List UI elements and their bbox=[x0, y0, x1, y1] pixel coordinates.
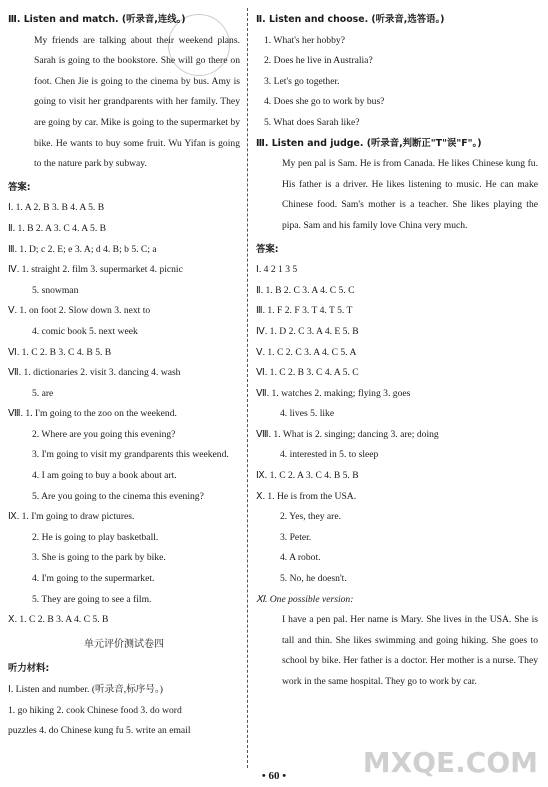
answers-heading: 答案: bbox=[256, 243, 279, 255]
answer-9: Ⅸ. 1. C 2. A 3. C 4. B 5. B bbox=[256, 470, 359, 482]
answer-8-line: 3. I'm going to visit my grandparents this weekend. bbox=[32, 449, 229, 461]
listen-choose-item: 3. Let's go together. bbox=[264, 75, 340, 87]
left-column bbox=[8, 10, 240, 742]
answer-10-line: 3. Peter. bbox=[280, 531, 312, 543]
answer-9-line: 5. They are going to see a film. bbox=[32, 593, 152, 605]
answer-9-line: 3. She is going to the park by bike. bbox=[32, 552, 166, 564]
listen-judge-title: Ⅲ. Listen and judge. (听录音,判断正"T"误"F"。) bbox=[256, 137, 482, 149]
answer-1: Ⅰ. 4 2 1 3 5 bbox=[256, 264, 298, 276]
unit-test-title: 单元评价测试卷四 bbox=[84, 638, 164, 650]
listen-choose-item: 5. What does Sarah like? bbox=[264, 116, 360, 128]
answer-6: Ⅵ. 1. C 2. B 3. C 4. A 5. C bbox=[256, 367, 359, 379]
listening-1-line: 1. go hiking 2. cook Chinese food 3. do word bbox=[8, 704, 182, 716]
answer-7-cont: 4. lives 5. like bbox=[280, 408, 335, 420]
listening-material-heading: 听力材料: bbox=[8, 663, 50, 675]
answer-5: Ⅴ. 1. C 2. C 3. A 4. C 5. A bbox=[256, 346, 357, 358]
answer-9-line: 4. I'm going to the supermarket. bbox=[32, 573, 155, 585]
answer-8-line: 2. Where are you going this evening? bbox=[32, 428, 176, 440]
listen-choose-item: 2. Does he live in Australia? bbox=[264, 55, 373, 67]
answer-8-cont: 4. interested in 5. to sleep bbox=[280, 449, 379, 461]
section-3-title: Ⅲ. Listen and match. (听录音,连线。) bbox=[8, 14, 186, 25]
answer-1: Ⅰ. 1. A 2. B 3. B 4. A 5. B bbox=[8, 202, 105, 214]
answer-7: Ⅶ. 1. dictionaries 2. visit 3. dancing 4. wash bbox=[8, 367, 181, 379]
answer-10-line: 4. A robot. bbox=[280, 552, 321, 564]
answer-8: Ⅷ. 1. What is 2. singing; dancing 3. are; doing bbox=[256, 428, 439, 440]
listen-choose-title: Ⅱ. Listen and choose. (听录音,选答语。) bbox=[256, 14, 445, 25]
answer-10-line: 2. Yes, they are. bbox=[280, 511, 342, 523]
answer-4-cont: 5. snowman bbox=[32, 284, 79, 296]
answer-8-line: 4. I am going to buy a book about art. bbox=[32, 470, 177, 482]
answer-3: Ⅲ. 1. D; c 2. E; e 3. A; d 4. B; b 5. C; a bbox=[8, 243, 157, 255]
page-number: • 60 • bbox=[261, 770, 287, 782]
answer-2: Ⅱ. 1. B 2. A 3. C 4. A 5. B bbox=[8, 222, 107, 234]
listening-1-line: puzzles 4. do Chinese kung fu 5. write an email bbox=[8, 725, 191, 737]
answer-2: Ⅱ. 1. B 2. C 3. A 4. C 5. C bbox=[256, 284, 355, 296]
answers-heading: 答案: bbox=[8, 181, 31, 193]
answer-8-line: 5. Are you going to the cinema this evening? bbox=[32, 490, 204, 502]
right-column bbox=[256, 10, 538, 693]
answer-11-passage: I have a pen pal. Her name is Mary. She lives in the USA. She is tall and thin. She likes swimming and going hiking. She goes to school by bike. Her father is a doctor. Her mother is a nurse. They work in the same hospital. They go to work by car. bbox=[282, 614, 538, 687]
answer-10-line: 5. No, he doesn't. bbox=[280, 573, 347, 585]
section-3-passage: My friends are talking about their weekend plans. Sarah is going to the bookstore. She will go there on foot. Chen Jie is going to the cinema by bus. Amy is going to visit her grandparents with her family. They are going by car. Mike is going to the supermarket by bike. He wants to buy some fruit. Wu Yifan is going to the nature park by subway. bbox=[34, 34, 240, 170]
column-divider bbox=[247, 8, 248, 768]
answer-7-cont: 5. are bbox=[32, 387, 54, 399]
answer-10: Ⅹ. 1. C 2. B 3. A 4. C 5. B bbox=[8, 614, 109, 626]
answer-4: Ⅳ. 1. straight 2. film 3. supermarket 4. picnic bbox=[8, 264, 183, 276]
answer-6: Ⅵ. 1. C 2. B 3. C 4. B 5. B bbox=[8, 346, 112, 358]
answer-11-title: Ⅺ. One possible version: bbox=[256, 593, 354, 605]
answer-9-line: Ⅸ. 1. I'm going to draw pictures. bbox=[8, 511, 135, 523]
listen-choose-item: 1. What's her hobby? bbox=[264, 34, 345, 46]
answer-9-line: 2. He is going to play basketball. bbox=[32, 531, 159, 543]
answer-5: Ⅴ. 1. on foot 2. Slow down 3. next to bbox=[8, 305, 151, 317]
listen-choose-item: 4. Does she go to work by bus? bbox=[264, 96, 385, 108]
answer-8-line: Ⅷ. 1. I'm going to the zoo on the weekend. bbox=[8, 408, 177, 420]
listening-1-title: Ⅰ. Listen and number. (听录音,标序号。) bbox=[8, 684, 163, 695]
answer-10-line: Ⅹ. 1. He is from the USA. bbox=[256, 490, 357, 502]
answer-3: Ⅲ. 1. F 2. F 3. T 4. T 5. T bbox=[256, 305, 353, 317]
answer-5-cont: 4. comic book 5. next week bbox=[32, 325, 138, 337]
watermark-logo: MXQE.COM bbox=[362, 746, 538, 779]
answer-4: Ⅳ. 1. D 2. C 3. A 4. E 5. B bbox=[256, 325, 359, 337]
listen-judge-passage: My pen pal is Sam. He is from Canada. He likes Chinese kung fu. His father is a driver. He likes listening to music. He can make Chinese food. Sam's mother is a teacher. She likes playing the pipa. Sam and his family love China very much. bbox=[282, 158, 538, 231]
answer-7: Ⅶ. 1. watches 2. making; flying 3. goes bbox=[256, 387, 411, 399]
